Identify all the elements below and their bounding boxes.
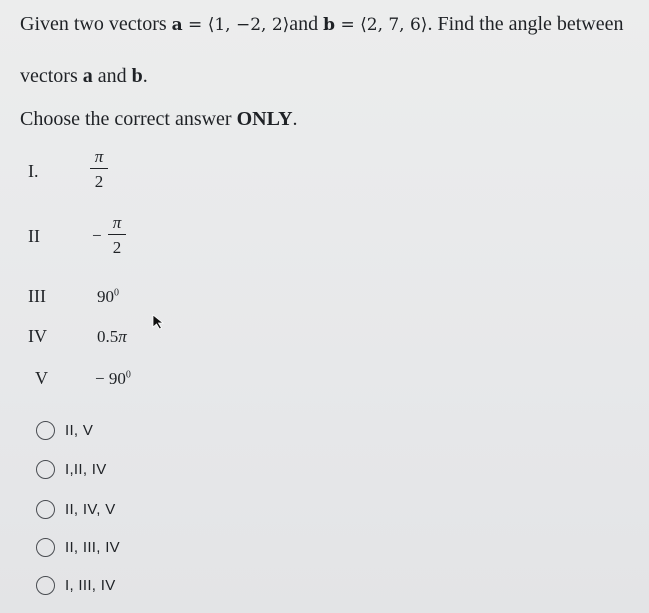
- option-roman-3: III: [28, 286, 46, 306]
- vector-b-symbol: b: [323, 15, 336, 35]
- radio-button[interactable]: [36, 500, 55, 519]
- option-roman-5: V: [35, 368, 48, 388]
- option-value-1: [90, 148, 108, 190]
- fraction-numerator: π: [112, 213, 122, 232]
- and-text: and: [289, 13, 324, 35]
- degree-superscript: 0: [125, 369, 131, 381]
- option-roman-2: II: [28, 226, 40, 246]
- answer-choice-2[interactable]: [36, 460, 107, 479]
- question-line-2: [20, 65, 148, 88]
- instruction-text: Choose the correct answer: [20, 108, 237, 130]
- and-text-2: and: [92, 65, 132, 87]
- option-sign-2: −: [92, 226, 102, 245]
- radio-button[interactable]: [36, 538, 55, 557]
- vector-a-symbol: a: [171, 15, 183, 35]
- answer-choice-1[interactable]: [36, 421, 93, 440]
- choice-label: I,II, IV: [65, 461, 107, 478]
- option-roman-4: IV: [28, 326, 47, 346]
- radio-button[interactable]: [36, 576, 55, 595]
- option-value-3: [97, 287, 119, 307]
- mouse-cursor-icon: [152, 314, 166, 330]
- instruction-period: .: [292, 108, 298, 130]
- radio-button[interactable]: [36, 460, 55, 479]
- vector-b-value: = ⟨2, 7, 6⟩: [335, 15, 428, 35]
- radio-button[interactable]: [36, 421, 55, 440]
- answer-choice-3[interactable]: [36, 500, 116, 519]
- degree-superscript: 0: [114, 287, 119, 299]
- vector-b-symbol-2: b: [131, 65, 143, 87]
- choice-label: I, III, IV: [65, 577, 116, 594]
- fraction-numerator: π: [94, 147, 104, 166]
- answer-choice-5[interactable]: [36, 576, 116, 595]
- question-text-2: vectors: [20, 65, 83, 87]
- fraction-denominator: 2: [94, 172, 104, 192]
- vector-a-value: = ⟨1, −2, 2⟩: [182, 15, 290, 35]
- choice-label: II, V: [65, 422, 94, 439]
- option-value-5: [95, 369, 131, 389]
- question-text-end: . Find the angle between: [427, 13, 624, 35]
- degree-value: − 90: [95, 369, 126, 388]
- instruction-emphasis: ONLY: [236, 108, 293, 130]
- pi-symbol: π: [118, 327, 127, 346]
- option-roman-1: I.: [28, 161, 39, 181]
- degree-value: 90: [97, 287, 114, 306]
- option-value-4: [97, 327, 127, 347]
- option-value-2: [108, 214, 126, 256]
- choice-label: II, IV, V: [65, 501, 116, 518]
- vector-a-symbol-2: a: [82, 65, 93, 87]
- question-line-1: [20, 13, 624, 36]
- question-text: Given two vectors: [20, 13, 172, 35]
- decimal-value: 0.5: [97, 327, 119, 346]
- answer-choice-4[interactable]: [36, 538, 120, 557]
- instruction-line: [20, 108, 298, 131]
- choice-label: II, III, IV: [65, 539, 120, 556]
- period: .: [142, 65, 148, 87]
- fraction-denominator: 2: [112, 238, 122, 258]
